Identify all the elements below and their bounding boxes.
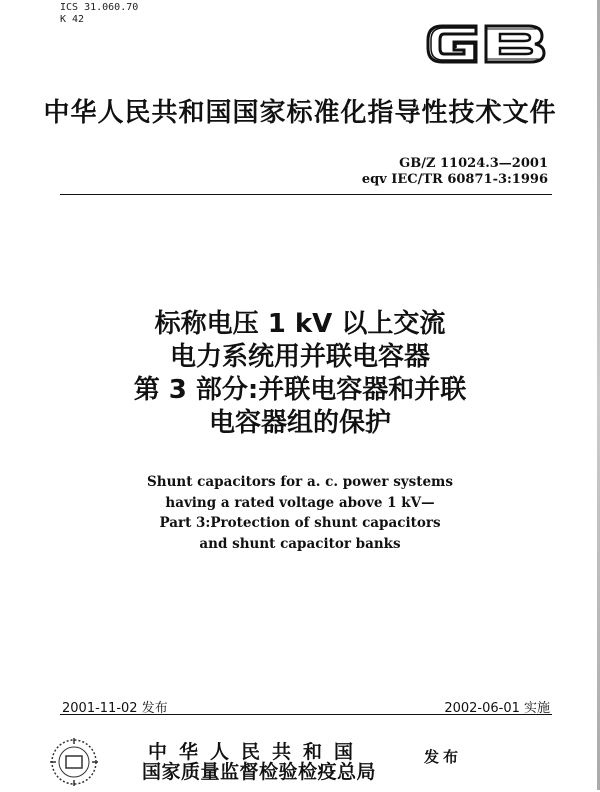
publisher-line-2: 国家质量监督检验检疫总局 <box>142 761 377 783</box>
title-en-line: having a rated voltage above 1 kV— <box>165 494 435 511</box>
title-en-line: and shunt capacitor banks <box>199 535 401 552</box>
title-zh-line: 电力系统用并联电容器 <box>169 342 430 372</box>
title-zh-line: 第 3 部分:并联电容器和并联 <box>133 375 467 405</box>
title-zh-line: 电容器组的保护 <box>208 408 391 438</box>
equivalent-standard: eqv IEC/TR 60871-3:1996 <box>361 172 548 187</box>
standard-code: GB/Z 11024.3—2001 <box>399 156 548 171</box>
title-chinese <box>0 308 600 440</box>
footer-divider <box>60 714 552 715</box>
implementation-date: 2002-06-01 实施 <box>444 701 550 716</box>
classification-codes <box>60 2 138 26</box>
issue-date: 2001-11-02 发布 <box>62 701 168 716</box>
ics-code: ICS 31.060.70 <box>60 2 139 13</box>
publisher-line-1: 中华人民共和国 <box>148 741 366 763</box>
ccs-code: K 42 <box>60 14 85 25</box>
title-zh-line: 标称电压 1 kV 以上交流 <box>154 309 446 339</box>
publish-action: 发布 <box>424 748 463 766</box>
title-en-line: Shunt capacitors for a. c. power systems <box>147 474 453 490</box>
issuer-header: 中华人民共和国国家标准化指导性技术文件 <box>43 98 557 128</box>
standard-number-block <box>362 156 548 188</box>
title-en-line: Part 3:Protection of shunt capacitors <box>159 515 441 531</box>
gb-logo-icon <box>420 12 552 74</box>
seal-icon <box>44 732 104 792</box>
title-english <box>0 472 600 554</box>
header-divider <box>60 194 552 195</box>
